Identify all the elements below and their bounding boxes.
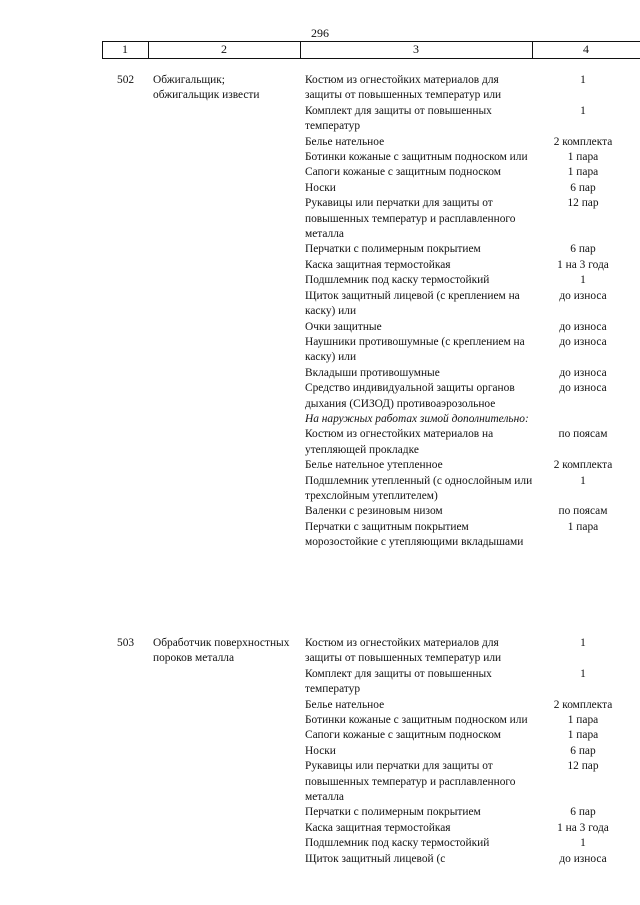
item-row — [305, 366, 640, 381]
item-row — [305, 150, 640, 165]
item-row — [305, 805, 640, 820]
item-name: Белье нательное — [305, 135, 385, 148]
item-qty: до износа — [559, 289, 607, 302]
item-qty: 1 — [580, 474, 586, 487]
item-name: Комплект для защиты от повышенных температур — [305, 667, 492, 696]
item-name: Валенки с резиновым низом — [305, 505, 443, 518]
item-row — [305, 335, 640, 366]
item-qty: по поясам — [558, 428, 608, 441]
item-qty: 1 — [580, 667, 586, 680]
item-qty: 6 пар — [570, 806, 596, 819]
item-row — [305, 504, 640, 519]
item-name: Рукавицы или перчатки для защиты от повышенных температур и расплавленного металла — [305, 197, 516, 241]
item-name: Наушники противошумные (с креплением на каску) или — [305, 335, 525, 364]
item-qty: до износа — [559, 382, 607, 395]
item-name: Средство индивидуальной защиты органов дыхания (СИЗОД) противоаэрозольное — [305, 382, 515, 410]
item-row — [305, 759, 640, 805]
item-name: Ботинки кожаные с защитным подноском или — [305, 714, 528, 727]
item-qty: до износа — [559, 320, 607, 333]
item-qty: 1 — [580, 74, 586, 86]
item-name: Белье нательное — [305, 698, 385, 711]
entry-items — [305, 636, 640, 867]
item-name: Сапоги кожаные с защитным подноском — [305, 166, 501, 179]
item-qty: 1 — [580, 104, 586, 117]
item-row — [305, 852, 640, 867]
item-row — [305, 474, 640, 505]
item-row — [305, 196, 640, 242]
item-name: Подшлемник под каску термостойкий — [305, 837, 490, 850]
item-qty: до износа — [559, 852, 607, 865]
item-row — [305, 181, 640, 196]
item-row — [305, 667, 640, 698]
entry-items — [305, 73, 640, 551]
entry-code: 502 — [117, 74, 135, 86]
item-qty: по поясам — [558, 505, 608, 518]
item-row — [305, 104, 640, 135]
item-name: Каска защитная термостойкая — [305, 258, 451, 271]
item-qty: 1 пара — [567, 166, 599, 179]
item-row — [305, 520, 640, 551]
item-row — [305, 744, 640, 759]
item-qty: до износа — [559, 366, 607, 379]
item-row — [305, 427, 640, 458]
item-qty: 6 пар — [570, 181, 596, 194]
item-qty: 1 пара — [567, 520, 599, 533]
item-row — [305, 636, 640, 667]
item-name: Подшлемник утепленный (с однослойным или трехслойным утеплителем) — [305, 474, 533, 502]
item-row — [305, 258, 640, 273]
item-qty: 1 — [580, 837, 586, 850]
header-col-2: 2 — [221, 42, 227, 56]
item-name: Каска защитная термостойкая — [305, 821, 451, 834]
item-name: Перчатки с защитным покрытием морозостойкие с утепляющими вкладышами — [305, 520, 524, 549]
table-header — [102, 41, 640, 59]
item-name: Костюм из огнестойких материалов для защиты от повышенных температур или — [305, 74, 502, 102]
item-qty: 1 пара — [567, 714, 599, 727]
entry-title: Обжигальщик; обжигальщик извести — [153, 74, 260, 102]
item-row — [305, 728, 640, 743]
item-name: Носки — [305, 744, 336, 757]
item-qty: 2 комплекта — [553, 135, 613, 148]
item-qty: 1 на 3 года — [557, 821, 609, 834]
header-col-1: 1 — [122, 42, 128, 56]
item-name: Подшлемник под каску термостойкий — [305, 274, 490, 287]
item-name: Комплект для защиты от повышенных температур — [305, 104, 492, 133]
item-name: Перчатки с полимерным покрытием — [305, 806, 481, 819]
entry-code: 503 — [117, 637, 135, 649]
item-qty: 1 на 3 года — [557, 258, 609, 271]
item-name: На наружных работах зимой дополнительно: — [305, 412, 529, 425]
entry-title: Обработчик поверхностных пороков металла — [153, 637, 290, 665]
item-row — [305, 242, 640, 257]
item-name: Перчатки с полимерным покрытием — [305, 243, 481, 256]
item-qty: 1 — [580, 274, 586, 287]
item-name: Вкладыши противошумные — [305, 366, 440, 379]
page-number: 296 — [311, 26, 329, 40]
item-qty: 1 — [580, 637, 586, 649]
item-name: Рукавицы или перчатки для защиты от повышенных температур и расплавленного металла — [305, 760, 516, 804]
item-row — [305, 836, 640, 851]
item-qty: 2 комплекта — [553, 459, 613, 472]
item-name: Щиток защитный лицевой (с креплением на каску) или — [305, 289, 520, 318]
item-name: Щиток защитный лицевой (с — [305, 852, 446, 865]
item-qty: 12 пар — [567, 197, 599, 210]
item-name: Очки защитные — [305, 320, 382, 333]
item-name: Ботинки кожаные с защитным подноском или — [305, 151, 528, 164]
item-row — [305, 458, 640, 473]
section-note — [305, 412, 640, 427]
item-qty: 6 пар — [570, 744, 596, 757]
item-row — [305, 273, 640, 288]
item-row — [305, 289, 640, 320]
item-qty: 1 пара — [567, 729, 599, 742]
header-col-4: 4 — [583, 42, 589, 56]
item-qty: 1 пара — [567, 151, 599, 164]
item-row — [305, 135, 640, 150]
item-name: Костюм из огнестойких материалов на утепляющей прокладке — [305, 428, 494, 456]
item-qty: 6 пар — [570, 243, 596, 256]
item-name: Сапоги кожаные с защитным подноском — [305, 729, 501, 742]
item-qty: 12 пар — [567, 760, 599, 773]
item-row — [305, 165, 640, 180]
item-row — [305, 698, 640, 713]
item-row — [305, 821, 640, 836]
header-col-3: 3 — [413, 42, 419, 56]
item-row — [305, 73, 640, 104]
item-row — [305, 320, 640, 335]
item-name: Белье нательное утепленное — [305, 459, 443, 472]
item-qty: до износа — [559, 335, 607, 348]
item-name: Костюм из огнестойких материалов для защиты от повышенных температур или — [305, 637, 502, 665]
item-name: Носки — [305, 181, 336, 194]
item-row — [305, 713, 640, 728]
item-row — [305, 381, 640, 412]
item-qty: 2 комплекта — [553, 698, 613, 711]
